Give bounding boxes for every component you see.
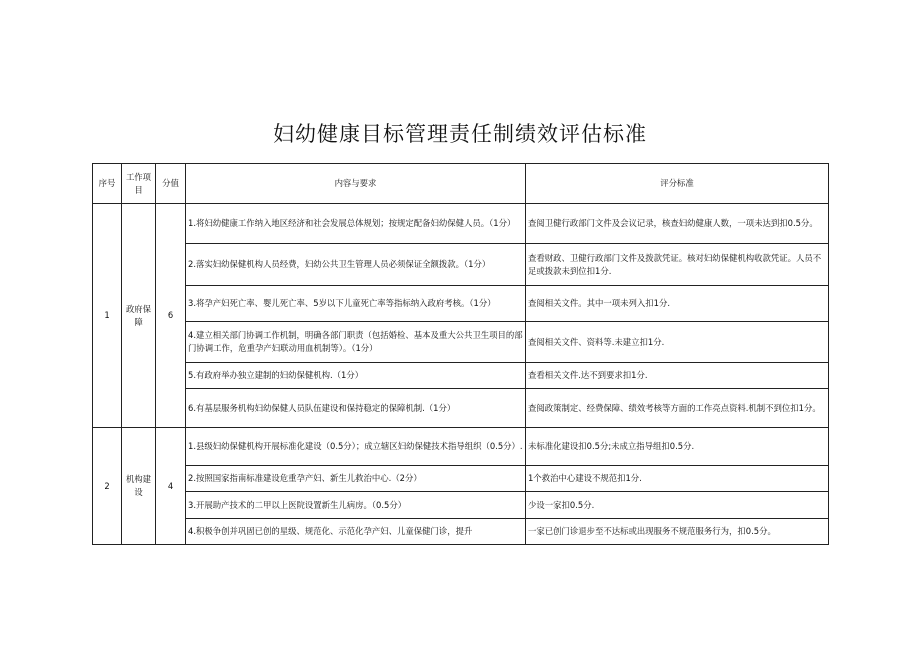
table-row bbox=[93, 363, 829, 389]
evaluation-table bbox=[92, 163, 829, 545]
table-row bbox=[93, 492, 829, 519]
group-number: 1 bbox=[93, 204, 122, 428]
header-content: 内容与要求 bbox=[186, 164, 526, 204]
row-content: 5.有政府举办独立建制的妇幼保健机构.（1分） bbox=[186, 363, 526, 389]
row-content: 4.建立相关部门协调工作机制，明确各部门职责（包括婚检、基本及重大公共卫生项目的部门协调工作，危重孕产妇联动用血机制等）。（1分） bbox=[186, 322, 526, 363]
header-no: 序号 bbox=[93, 164, 122, 204]
group-score: 6 bbox=[156, 204, 186, 428]
row-content: 3.开展助产技术的二甲以上医院设置新生儿病房。（0.5分） bbox=[186, 492, 526, 519]
row-criteria: 少设一家扣0.5分. bbox=[526, 492, 829, 519]
row-criteria: 查看相关文件.达不到要求扣1分. bbox=[526, 363, 829, 389]
group-item: 政府保障 bbox=[122, 204, 156, 428]
table-row bbox=[93, 322, 829, 363]
table-row bbox=[93, 428, 829, 466]
table-row bbox=[93, 466, 829, 492]
group-number: 2 bbox=[93, 428, 122, 545]
header-score: 分值 bbox=[156, 164, 186, 204]
row-criteria: 查阅卫健行政部门文件及会议记录，核查妇幼健康人数，一项未达到扣0.5分。 bbox=[526, 204, 829, 244]
table-row bbox=[93, 244, 829, 286]
table-row bbox=[93, 204, 829, 244]
row-content: 2.落实妇幼保健机构人员经费，妇幼公共卫生管理人员必须保证全额拨款。（1分） bbox=[186, 244, 526, 286]
document-title: 妇幼健康目标管理责任制绩效评估标准 bbox=[273, 122, 647, 146]
header-criteria: 评分标准 bbox=[526, 164, 829, 204]
row-content: 6.有基层服务机构妇幼保健人员队伍建设和保持稳定的保障机制.（1分） bbox=[186, 389, 526, 428]
row-criteria: 查阅相关文件、资料等.未建立扣1分. bbox=[526, 322, 829, 363]
group-score: 4 bbox=[156, 428, 186, 545]
table-row bbox=[93, 389, 829, 428]
group-item: 机构建设 bbox=[122, 428, 156, 545]
row-criteria: 查阅政策制定、经费保障、绩效考核等方面的工作亮点资料.机制不到位扣1分。 bbox=[526, 389, 829, 428]
table-row bbox=[93, 286, 829, 322]
table-header-row bbox=[93, 164, 829, 204]
row-criteria: 查阅相关文件。其中一项未列入扣1分. bbox=[526, 286, 829, 322]
row-criteria: 查看财政、卫健行政部门文件及拨款凭证。核对妇幼保健机构收款凭证。人员不足或拨款未到位扣1分. bbox=[526, 244, 829, 286]
row-content: 4.积极争创并巩固已创的星级、规范化、示范化孕产妇、儿童保健门诊，提升 bbox=[186, 519, 526, 545]
row-content: 1.将妇幼健康工作纳入地区经济和社会发展总体规划；按规定配备妇幼保健人员。（1分） bbox=[186, 204, 526, 244]
row-criteria: 一家已创门诊退步至不达标或出现服务不规范服务行为，扣0.5分。 bbox=[526, 519, 829, 545]
row-criteria: 1个救治中心建设不规范扣1分. bbox=[526, 466, 829, 492]
table-row bbox=[93, 519, 829, 545]
row-content: 1.县级妇幼保健机构开展标准化建设（0.5分）；成立辖区妇幼保健技术指导组织（0.5分）. bbox=[186, 428, 526, 466]
row-content: 3.将孕产妇死亡率、婴儿死亡率、5岁以下儿童死亡率等指标纳入政府考核。（1分） bbox=[186, 286, 526, 322]
row-content: 2.按照国家指南标准建设危重孕产妇、新生儿救治中心.（2分） bbox=[186, 466, 526, 492]
header-item: 工作项目 bbox=[122, 164, 156, 204]
row-criteria: 未标准化建设扣0.5分;未成立指导组扣0.5分. bbox=[526, 428, 829, 466]
